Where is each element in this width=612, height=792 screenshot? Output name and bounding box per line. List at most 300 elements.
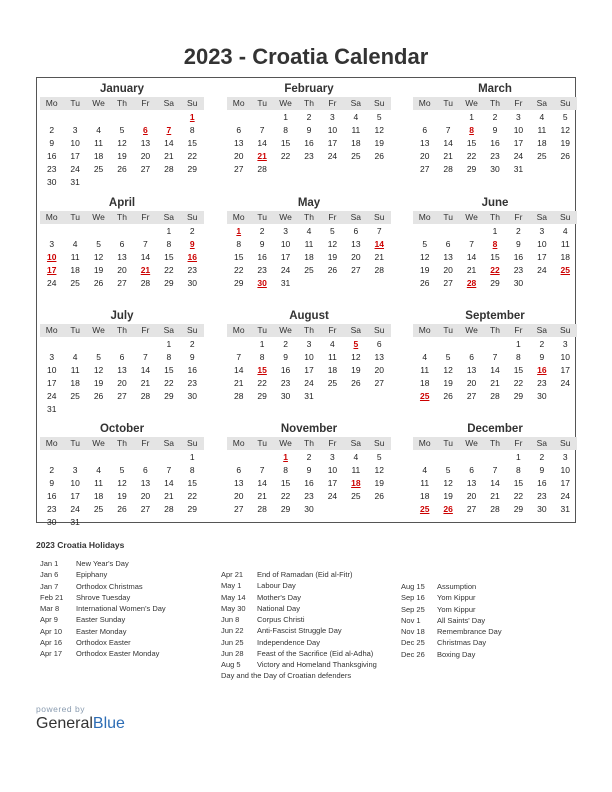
day-cell: 10: [513, 125, 524, 135]
day-cell: 1: [516, 452, 521, 462]
month-name: January: [99, 83, 145, 95]
day-cell: 2: [189, 339, 195, 349]
branding[interactable]: [36, 704, 125, 733]
day-cell: 9: [492, 125, 498, 135]
day-cell: 13: [233, 478, 244, 488]
day-cell: 23: [187, 378, 198, 388]
holiday-date: Sep 16: [401, 593, 425, 603]
day-cell: 18: [560, 252, 571, 262]
weekday-label: Mo: [418, 212, 431, 222]
weekday-label: Sa: [350, 438, 362, 448]
day-cell: 15: [164, 365, 174, 375]
month-january: [40, 82, 204, 189]
weekday-label: Th: [490, 98, 500, 108]
weekday-label: We: [465, 98, 478, 108]
day-cell: 29: [513, 504, 524, 514]
holiday-name: Easter Sunday: [76, 615, 126, 625]
holiday-date: Jan 6: [40, 570, 59, 580]
empty-cell: [460, 225, 483, 238]
day-cell: 16: [187, 365, 198, 375]
holiday-date: Jun 25: [221, 637, 244, 647]
holiday-name: Labour Day: [257, 581, 296, 591]
day-cell: 28: [140, 278, 151, 288]
day-cell: 21: [490, 491, 500, 501]
day-cell: 9: [259, 239, 265, 249]
month-name: November: [280, 423, 338, 435]
day-cell: 2: [539, 452, 545, 462]
holiday-day: 22: [490, 265, 500, 275]
day-grid: [40, 225, 204, 290]
day-cell: 6: [376, 339, 382, 349]
day-cell: 22: [187, 491, 198, 501]
day-cell: 2: [283, 339, 288, 349]
day-cell: 6: [119, 352, 125, 362]
day-cell: 9: [283, 352, 288, 362]
day-cell: 24: [46, 391, 57, 401]
day-cell: 1: [166, 226, 172, 236]
month-may: [227, 196, 391, 290]
weekday-header: [413, 324, 577, 337]
month-february: [227, 82, 391, 176]
holiday-row: [221, 625, 396, 636]
day-cell: 17: [304, 365, 314, 375]
weekday-label: Tu: [257, 438, 267, 448]
weekday-label: Sa: [536, 438, 548, 448]
day-cell: 10: [280, 239, 291, 249]
holiday-name: Shrove Tuesday: [76, 592, 131, 602]
day-cell: 26: [117, 164, 127, 174]
day-cell: 20: [466, 491, 477, 501]
day-cell: 15: [466, 138, 477, 148]
weekday-label: Sa: [350, 325, 362, 335]
weekday-label: Sa: [163, 212, 175, 222]
day-cell: 23: [257, 265, 267, 275]
day-cell: 26: [93, 391, 104, 401]
day-cell: 18: [70, 265, 80, 275]
day-cell: 29: [257, 391, 267, 401]
day-cell: 28: [164, 504, 174, 514]
holiday-day: 7: [166, 125, 172, 135]
day-cell: 26: [351, 378, 361, 388]
day-cell: 20: [233, 151, 244, 161]
day-cell: 14: [466, 252, 477, 262]
weekday-label: Fr: [141, 438, 150, 448]
day-cell: 30: [46, 517, 57, 527]
holiday-column-2: [221, 569, 396, 671]
month-name: April: [108, 197, 136, 209]
weekday-label: Sa: [536, 325, 548, 335]
day-cell: 30: [304, 504, 314, 514]
day-cell: 14: [443, 138, 453, 148]
day-cell: 18: [419, 491, 430, 501]
day-cell: 10: [304, 352, 314, 362]
holiday-name: Independence Day: [257, 637, 320, 647]
day-cell: 4: [306, 226, 312, 236]
day-cell: 22: [280, 491, 291, 501]
weekday-label: Tu: [443, 438, 453, 448]
day-cell: 11: [328, 352, 337, 362]
day-grid: [40, 111, 204, 189]
day-cell: 31: [280, 278, 291, 288]
day-cell: 21: [490, 378, 500, 388]
day-cell: 3: [49, 352, 55, 362]
day-cell: 8: [166, 352, 172, 362]
brand-name-part1: General: [36, 715, 93, 732]
holiday-row: [221, 648, 396, 659]
empty-cell: [460, 338, 483, 351]
day-cell: 21: [466, 265, 477, 275]
empty-cell: [157, 111, 180, 124]
day-cell: 4: [353, 112, 359, 122]
month-november: [227, 422, 391, 516]
day-cell: 13: [351, 239, 361, 249]
holiday-name: Yom Kippur: [437, 593, 476, 603]
day-cell: 10: [70, 138, 80, 148]
day-cell: 22: [466, 151, 477, 161]
day-cell: 8: [516, 465, 521, 475]
empty-cell: [436, 225, 459, 238]
day-cell: 24: [327, 151, 338, 161]
empty-cell: [436, 338, 459, 351]
holiday-row: [40, 637, 215, 648]
weekday-label: Tu: [257, 325, 267, 335]
weekday-label: Su: [374, 98, 385, 108]
holiday-day: 9: [189, 239, 195, 249]
day-cell: 22: [164, 378, 174, 388]
day-cell: 7: [445, 125, 451, 135]
day-cell: 1: [259, 339, 265, 349]
weekday-label: Su: [560, 438, 571, 448]
day-cell: 19: [560, 138, 571, 148]
day-cell: 18: [351, 138, 361, 148]
day-cell: 12: [93, 365, 104, 375]
day-cell: 18: [419, 378, 430, 388]
holiday-name: Anti-Fascist Struggle Day: [257, 626, 342, 636]
holiday-column-1: [40, 558, 215, 660]
day-cell: 10: [560, 465, 571, 475]
day-cell: 7: [492, 465, 498, 475]
day-cell: 27: [466, 391, 477, 401]
day-grid: [40, 338, 204, 416]
weekday-label: Fr: [514, 212, 523, 222]
weekday-label: Th: [490, 438, 500, 448]
day-cell: 22: [187, 151, 198, 161]
holiday-day: 5: [353, 339, 359, 349]
empty-cell: [110, 225, 133, 238]
holiday-row: [40, 581, 215, 592]
holiday-row: [401, 649, 576, 660]
day-cell: 26: [374, 151, 385, 161]
holiday-day: 28: [466, 278, 477, 288]
weekday-header: [413, 97, 577, 110]
day-cell: 12: [117, 138, 127, 148]
day-cell: 2: [49, 465, 55, 475]
day-cell: 17: [280, 252, 291, 262]
empty-cell: [460, 451, 483, 464]
day-cell: 12: [93, 252, 104, 262]
empty-cell: [436, 111, 459, 124]
day-cell: 22: [513, 491, 524, 501]
holiday-day: 26: [443, 504, 453, 514]
day-cell: 2: [189, 226, 195, 236]
weekday-label: Sa: [350, 98, 362, 108]
day-cell: 15: [513, 365, 524, 375]
day-cell: 17: [560, 365, 571, 375]
day-cell: 29: [187, 164, 198, 174]
weekday-label: Tu: [443, 325, 453, 335]
day-cell: 23: [490, 151, 500, 161]
weekday-label: Sa: [536, 212, 548, 222]
empty-cell: [413, 225, 436, 238]
day-cell: 12: [443, 365, 453, 375]
weekday-label: Tu: [443, 212, 453, 222]
day-cell: 15: [187, 138, 198, 148]
day-cell: 20: [140, 151, 151, 161]
day-cell: 24: [537, 265, 547, 275]
day-cell: 29: [513, 391, 524, 401]
day-cell: 9: [49, 478, 55, 488]
day-cell: 11: [70, 252, 80, 262]
day-cell: 23: [187, 265, 198, 275]
day-cell: 12: [419, 252, 430, 262]
day-cell: 8: [189, 125, 195, 135]
weekday-label: Su: [560, 98, 571, 108]
day-cell: 27: [117, 391, 127, 401]
holiday-date: Jun 28: [221, 649, 244, 659]
holiday-row: [40, 569, 215, 580]
day-cell: 30: [187, 278, 198, 288]
day-cell: 21: [164, 491, 174, 501]
weekday-label: Fr: [328, 325, 337, 335]
weekday-label: Mo: [232, 438, 245, 448]
day-cell: 16: [513, 252, 524, 262]
empty-cell: [413, 451, 436, 464]
day-cell: 4: [72, 352, 78, 362]
holiday-date: Apr 16: [40, 638, 63, 648]
day-cell: 5: [562, 112, 568, 122]
day-cell: 17: [537, 252, 547, 262]
day-cell: 16: [304, 138, 314, 148]
weekday-header: [40, 97, 204, 110]
weekday-label: We: [279, 98, 292, 108]
holiday-row: [401, 581, 576, 592]
day-cell: 24: [46, 278, 57, 288]
calendar-frame: [36, 77, 576, 527]
day-cell: 19: [327, 252, 338, 262]
holiday-day: 25: [419, 391, 430, 401]
month-december: [413, 422, 577, 516]
holiday-date: Jun 22: [221, 626, 244, 636]
weekday-label: Mo: [45, 325, 58, 335]
day-cell: 12: [351, 352, 361, 362]
day-cell: 6: [236, 465, 242, 475]
month-name: May: [297, 197, 321, 209]
day-cell: 23: [537, 491, 547, 501]
weekday-label: We: [465, 438, 478, 448]
holiday-date: Jun 8: [221, 615, 240, 625]
day-cell: 28: [257, 504, 267, 514]
weekday-header: [227, 211, 391, 224]
holiday-date: May 1: [221, 581, 242, 591]
day-cell: 19: [419, 265, 430, 275]
weekday-label: Fr: [514, 438, 523, 448]
holiday-name: New Year's Day: [76, 559, 129, 568]
weekday-label: Tu: [257, 212, 267, 222]
holiday-date: Apr 21: [221, 570, 244, 579]
holiday-name: Boxing Day: [437, 649, 476, 659]
holiday-row: [401, 592, 576, 603]
day-cell: 2: [492, 112, 498, 122]
day-cell: 4: [96, 465, 101, 475]
day-cell: 11: [420, 478, 430, 488]
day-cell: 9: [516, 239, 521, 249]
empty-cell: [110, 338, 133, 351]
weekday-label: Tu: [257, 98, 267, 108]
brand-name-part2: Blue: [92, 715, 125, 732]
day-cell: 10: [46, 365, 57, 375]
day-cell: 4: [72, 239, 78, 249]
day-cell: 19: [93, 378, 104, 388]
day-cell: 29: [466, 164, 477, 174]
weekday-label: Su: [560, 325, 571, 335]
weekday-label: Mo: [418, 325, 431, 335]
day-cell: 25: [304, 265, 314, 275]
weekday-label: Tu: [70, 98, 80, 108]
weekday-label: Su: [187, 438, 198, 448]
day-cell: 31: [70, 177, 80, 187]
day-cell: 5: [119, 125, 125, 135]
holiday-date: Apr 9: [40, 615, 58, 625]
weekday-label: Mo: [232, 212, 245, 222]
month-name: June: [481, 197, 509, 209]
day-cell: 3: [306, 339, 312, 349]
day-cell: 28: [233, 391, 244, 401]
day-cell: 3: [330, 112, 335, 122]
holidays-title: 2023 Croatia Holidays: [36, 540, 125, 550]
day-cell: 3: [562, 452, 568, 462]
weekday-label: Th: [304, 98, 314, 108]
holiday-date: Feb 21: [40, 592, 64, 602]
holiday-day: 30: [257, 278, 267, 288]
day-cell: 22: [233, 265, 244, 275]
day-cell: 27: [443, 278, 453, 288]
month-name: December: [467, 423, 523, 435]
weekday-label: Tu: [70, 325, 80, 335]
weekday-label: We: [92, 98, 105, 108]
day-cell: 2: [516, 226, 521, 236]
day-cell: 13: [140, 478, 151, 488]
weekday-label: Fr: [141, 212, 150, 222]
day-cell: 11: [94, 478, 103, 488]
empty-cell: [110, 451, 133, 464]
holiday-day: 18: [351, 478, 361, 488]
day-cell: 30: [46, 177, 57, 187]
holiday-name: International Women's Day: [76, 604, 166, 614]
day-cell: 16: [304, 478, 314, 488]
empty-cell: [87, 225, 110, 238]
day-cell: 24: [280, 265, 291, 275]
holiday-continuation-text: Day and the Day of Croatian defenders: [221, 671, 352, 680]
day-cell: 13: [419, 138, 430, 148]
month-august: [227, 309, 391, 403]
day-cell: 31: [560, 504, 571, 514]
day-cell: 30: [537, 391, 547, 401]
day-cell: 5: [119, 465, 125, 475]
day-cell: 23: [304, 491, 314, 501]
day-cell: 6: [469, 352, 474, 362]
holiday-date: May 30: [221, 603, 246, 613]
day-cell: 21: [374, 252, 385, 262]
day-cell: 27: [140, 504, 151, 514]
day-cell: 29: [164, 278, 174, 288]
day-cell: 6: [445, 239, 451, 249]
day-cell: 30: [490, 164, 500, 174]
day-cell: 8: [259, 352, 265, 362]
day-cell: 29: [233, 278, 244, 288]
day-cell: 19: [93, 265, 104, 275]
holiday-row: [40, 626, 215, 637]
day-cell: 27: [140, 164, 151, 174]
weekday-label: We: [465, 325, 478, 335]
day-grid: [413, 225, 577, 290]
day-cell: 14: [257, 478, 267, 488]
day-cell: 15: [233, 252, 244, 262]
weekday-header: [40, 211, 204, 224]
day-cell: 20: [374, 365, 385, 375]
day-cell: 6: [143, 465, 148, 475]
weekday-label: Th: [117, 98, 127, 108]
holiday-date: Mar 8: [40, 604, 60, 614]
day-cell: 3: [283, 226, 288, 236]
day-cell: 31: [46, 404, 57, 414]
weekday-label: Th: [304, 325, 314, 335]
holiday-row: [401, 637, 576, 648]
day-cell: 23: [513, 265, 524, 275]
day-cell: 29: [490, 278, 500, 288]
holiday-name: Yom Kippur: [437, 604, 476, 614]
holiday-column-3: [401, 581, 576, 660]
empty-cell: [63, 225, 86, 238]
day-cell: 1: [283, 112, 288, 122]
month-name: July: [110, 310, 134, 322]
weekday-label: Tu: [70, 212, 80, 222]
holiday-row: [221, 614, 396, 625]
day-cell: 14: [257, 138, 267, 148]
empty-cell: [483, 451, 506, 464]
holiday-day: 8: [469, 125, 474, 135]
day-cell: 19: [117, 151, 127, 161]
day-cell: 21: [164, 151, 174, 161]
day-cell: 11: [304, 239, 314, 249]
day-cell: 21: [443, 151, 453, 161]
day-cell: 26: [374, 491, 385, 501]
day-cell: 9: [189, 352, 195, 362]
day-cell: 9: [539, 465, 545, 475]
day-cell: 17: [327, 478, 338, 488]
holiday-day: 16: [187, 252, 198, 262]
day-cell: 15: [490, 252, 500, 262]
day-cell: 14: [233, 365, 244, 375]
day-cell: 14: [490, 365, 500, 375]
day-cell: 9: [306, 125, 312, 135]
day-cell: 18: [304, 252, 314, 262]
weekday-label: Sa: [163, 98, 175, 108]
weekday-label: Fr: [141, 325, 150, 335]
day-cell: 15: [513, 478, 524, 488]
day-cell: 11: [351, 125, 361, 135]
day-cell: 6: [469, 465, 474, 475]
day-cell: 9: [49, 138, 55, 148]
